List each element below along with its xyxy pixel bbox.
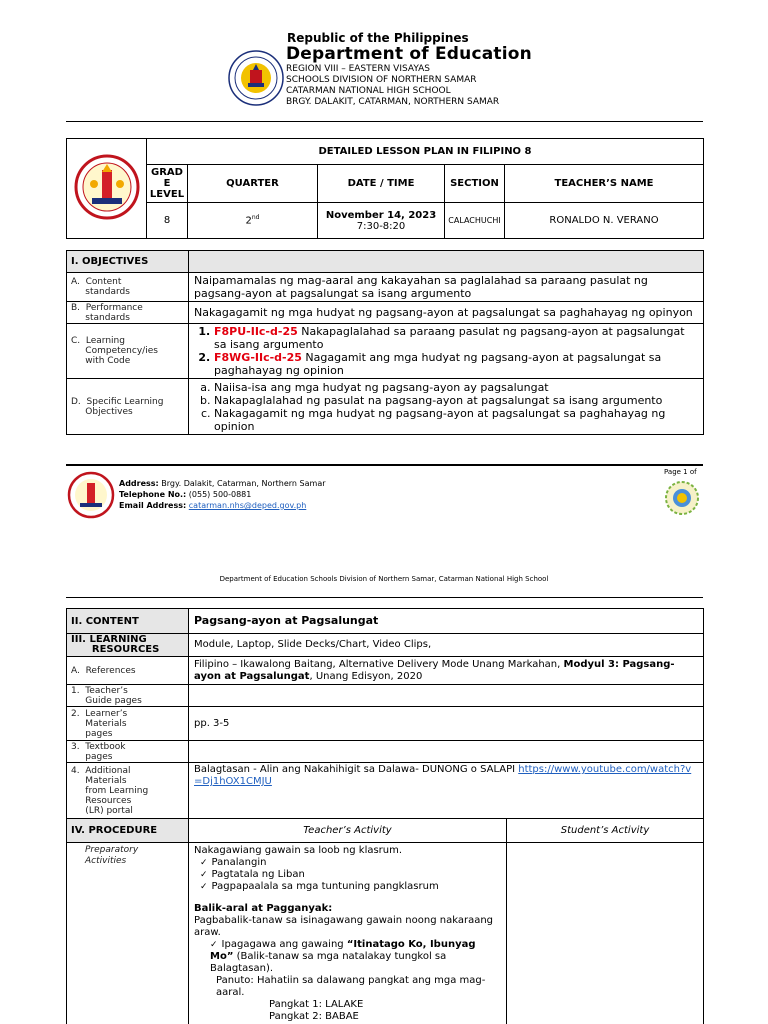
footer-divider bbox=[66, 464, 703, 466]
additional-materials-value: Balagtasan - Alin ang Nakahihigit sa Dalawa- DUNONG o SALAPI https://www.youtube.com/watch?v=Dj1hOX1CMJU bbox=[189, 763, 704, 819]
date-time-value bbox=[318, 203, 445, 239]
col-quarter: QUARTER bbox=[188, 165, 318, 203]
specific-objectives-label: D. Specific Learning Objectives bbox=[67, 379, 189, 435]
republic-text: Republic of the Philippines bbox=[287, 31, 469, 45]
col-teacher-name: TEACHER’S NAME bbox=[505, 165, 704, 203]
balik-aral-text: Pagbabalik-tanaw sa isinagawang gawain noong nakaraang araw. bbox=[194, 915, 494, 938]
lesson-info-table bbox=[66, 138, 704, 239]
panuto-text: Panuto: Hahatiin sa dalawang pangkat ang mga mag-aaral. bbox=[216, 975, 486, 998]
col-grade-level: GRAD E LEVEL bbox=[147, 165, 188, 203]
section-value: CALACHUCHI bbox=[445, 203, 505, 239]
department-title: Department of Education bbox=[286, 44, 532, 64]
competency-item: 1. F8PU-IIc-d-25 Nakapaglalahad sa paraang pasulat ng pagsang-ayon at pagsalungat sa isang argumento bbox=[214, 325, 698, 351]
teachers-guide-label: 1. Teacher’s Guide pages bbox=[67, 685, 189, 707]
page-two-divider bbox=[66, 597, 703, 598]
school-logo bbox=[74, 154, 140, 220]
teachers-guide-value bbox=[189, 685, 704, 707]
routine-item: ✓ Panalangin bbox=[200, 857, 501, 869]
school-logo-cell bbox=[67, 139, 147, 239]
textbook-pages-label: 3. Textbook pages bbox=[67, 741, 189, 763]
content-procedure-table bbox=[66, 608, 704, 1024]
teachers-activity-header: Teacher’s Activity bbox=[189, 819, 507, 843]
header-line-address: BRGY. DALAKIT, CATARMAN, NORTHERN SAMAR bbox=[286, 97, 500, 107]
competency-item: 2. F8WG-IIc-d-25 Nagagamit ang mga hudyat ng pagsang-ayon at pagsalungat sa paghahayag ng opinion bbox=[214, 351, 698, 377]
objectives-heading-blank bbox=[189, 251, 704, 273]
learners-materials-label: 2. Learner’s Materials pages bbox=[67, 707, 189, 741]
preparatory-activities-label: Preparatory Activities bbox=[67, 843, 189, 1024]
objective-item: b. Nakapaglalahad ng pasulat na pagsang-ayon at pagsalungat sa isang argumento bbox=[214, 394, 698, 407]
page-two-header: Department of Education Schools Division of Northern Samar, Catarman National High School bbox=[219, 575, 549, 583]
content-standards-label: A. Content standards bbox=[67, 273, 189, 302]
activity-item: ✓ Ipagagawa ang gawaing “Itinatago Ko, Ibunyag Mo” (Balik-tanaw sa mga natalakay tungkol sa Balagtasan). bbox=[210, 939, 501, 975]
date-value: November 14, 2023 bbox=[325, 209, 437, 221]
content-standards-text: Naipamamalas ng mag-aaral ang kakayahan sa paglalahad sa paraang pasulat ng pagsang-ayon at pagsalungat sa isang argumento bbox=[189, 273, 704, 302]
col-section: SECTION bbox=[445, 165, 505, 203]
performance-standards-text: Nakagagamit ng mga hudyat ng pagsang-ayon at pagsalungat sa paghahayag ng opinyon bbox=[189, 302, 704, 324]
references-label: A. References bbox=[67, 657, 189, 685]
footer-school-logo bbox=[67, 470, 115, 520]
email-link[interactable]: catarman.nhs@deped.gov.ph bbox=[188, 501, 307, 510]
footer-email: Email Address: catarman.nhs@deped.gov.ph bbox=[119, 501, 307, 510]
header-line-school: CATARMAN NATIONAL HIGH SCHOOL bbox=[286, 86, 451, 96]
learners-materials-value: pp. 3-5 bbox=[189, 707, 704, 741]
group-one: Pangkat 1: LALAKE bbox=[269, 999, 364, 1010]
youtube-link[interactable]: https://www.youtube.com/watch?v=Dj1hOX1CMJU bbox=[194, 764, 692, 787]
objective-item: c. Nakagagamit ng mga hudyat ng pagsang-ayon at pagsalungat sa paghahayag ng opinion bbox=[214, 407, 698, 433]
quarter-value: 2nd bbox=[188, 203, 318, 239]
procedure-label: IV. PROCEDURE bbox=[67, 819, 189, 843]
col-date-time: DATE / TIME bbox=[318, 165, 445, 203]
references-value: Filipino – Ikawalong Baitang, Alternative Delivery Mode Unang Markahan, Modyul 3: Pagsang-ayon at Pagsalungat, Unang Edisyon, 2020 bbox=[189, 657, 704, 685]
time-value: 7:30-8:20 bbox=[356, 220, 406, 232]
routine-intro: Nakagawiang gawain sa loob ng klasrum. bbox=[194, 845, 403, 856]
activity-list bbox=[194, 939, 501, 975]
content-label: II. CONTENT bbox=[67, 609, 189, 634]
textbook-pages-value bbox=[189, 741, 704, 763]
matatag-badge-icon bbox=[664, 480, 700, 516]
competency-list bbox=[194, 325, 698, 377]
group-two: Pangkat 2: BABAE bbox=[269, 1011, 359, 1022]
header-line-division: SCHOOLS DIVISION OF NORTHERN SAMAR bbox=[286, 75, 477, 85]
objectives-table bbox=[66, 250, 704, 435]
learning-resources-label: III. LEARNING RESOURCES bbox=[67, 634, 189, 657]
grade-value: 8 bbox=[147, 203, 188, 239]
routine-item: ✓ Pagpapaalala sa mga tuntuning pangklasrum bbox=[200, 881, 501, 893]
teachers-activity-cell bbox=[189, 843, 507, 1024]
deped-seal-logo bbox=[228, 50, 284, 106]
learning-competency-label: C. Learning Competency/ies with Code bbox=[67, 324, 189, 379]
objectives-heading: I. OBJECTIVES bbox=[67, 251, 189, 273]
footer-telephone: Telephone No.: (055) 500-0881 bbox=[119, 490, 252, 499]
routine-item: ✓ Pagtatala ng Liban bbox=[200, 869, 501, 881]
teacher-name-value: RONALDO N. VERANO bbox=[505, 203, 704, 239]
balik-aral-heading: Balik-aral at Pagganyak: bbox=[194, 903, 333, 914]
learning-competency-cell bbox=[189, 324, 704, 379]
students-activity-cell bbox=[507, 843, 704, 1024]
routine-list bbox=[194, 857, 501, 893]
objective-item: a. Naiisa-isa ang mga hudyat ng pagsang-ayon ay pagsalungat bbox=[214, 381, 698, 394]
content-value: Pagsang-ayon at Pagsalungat bbox=[189, 609, 704, 634]
header-line-region: REGION VIII – EASTERN VISAYAS bbox=[286, 64, 430, 74]
specific-objectives-cell bbox=[189, 379, 704, 435]
performance-standards-label: B. Performance standards bbox=[67, 302, 189, 324]
page-number: Page 1 of bbox=[664, 468, 697, 476]
plan-title: DETAILED LESSON PLAN IN FILIPINO 8 bbox=[147, 139, 704, 165]
header-divider bbox=[66, 121, 703, 122]
specific-objectives-list bbox=[194, 381, 698, 433]
footer-address: Address: Brgy. Dalakit, Catarman, Northern Samar bbox=[119, 479, 326, 488]
additional-materials-label: 4. Additional Materials from Learning Resources (LR) portal bbox=[67, 763, 189, 819]
learning-resources-value: Module, Laptop, Slide Decks/Chart, Video Clips, bbox=[189, 634, 704, 657]
students-activity-header: Student’s Activity bbox=[507, 819, 704, 843]
